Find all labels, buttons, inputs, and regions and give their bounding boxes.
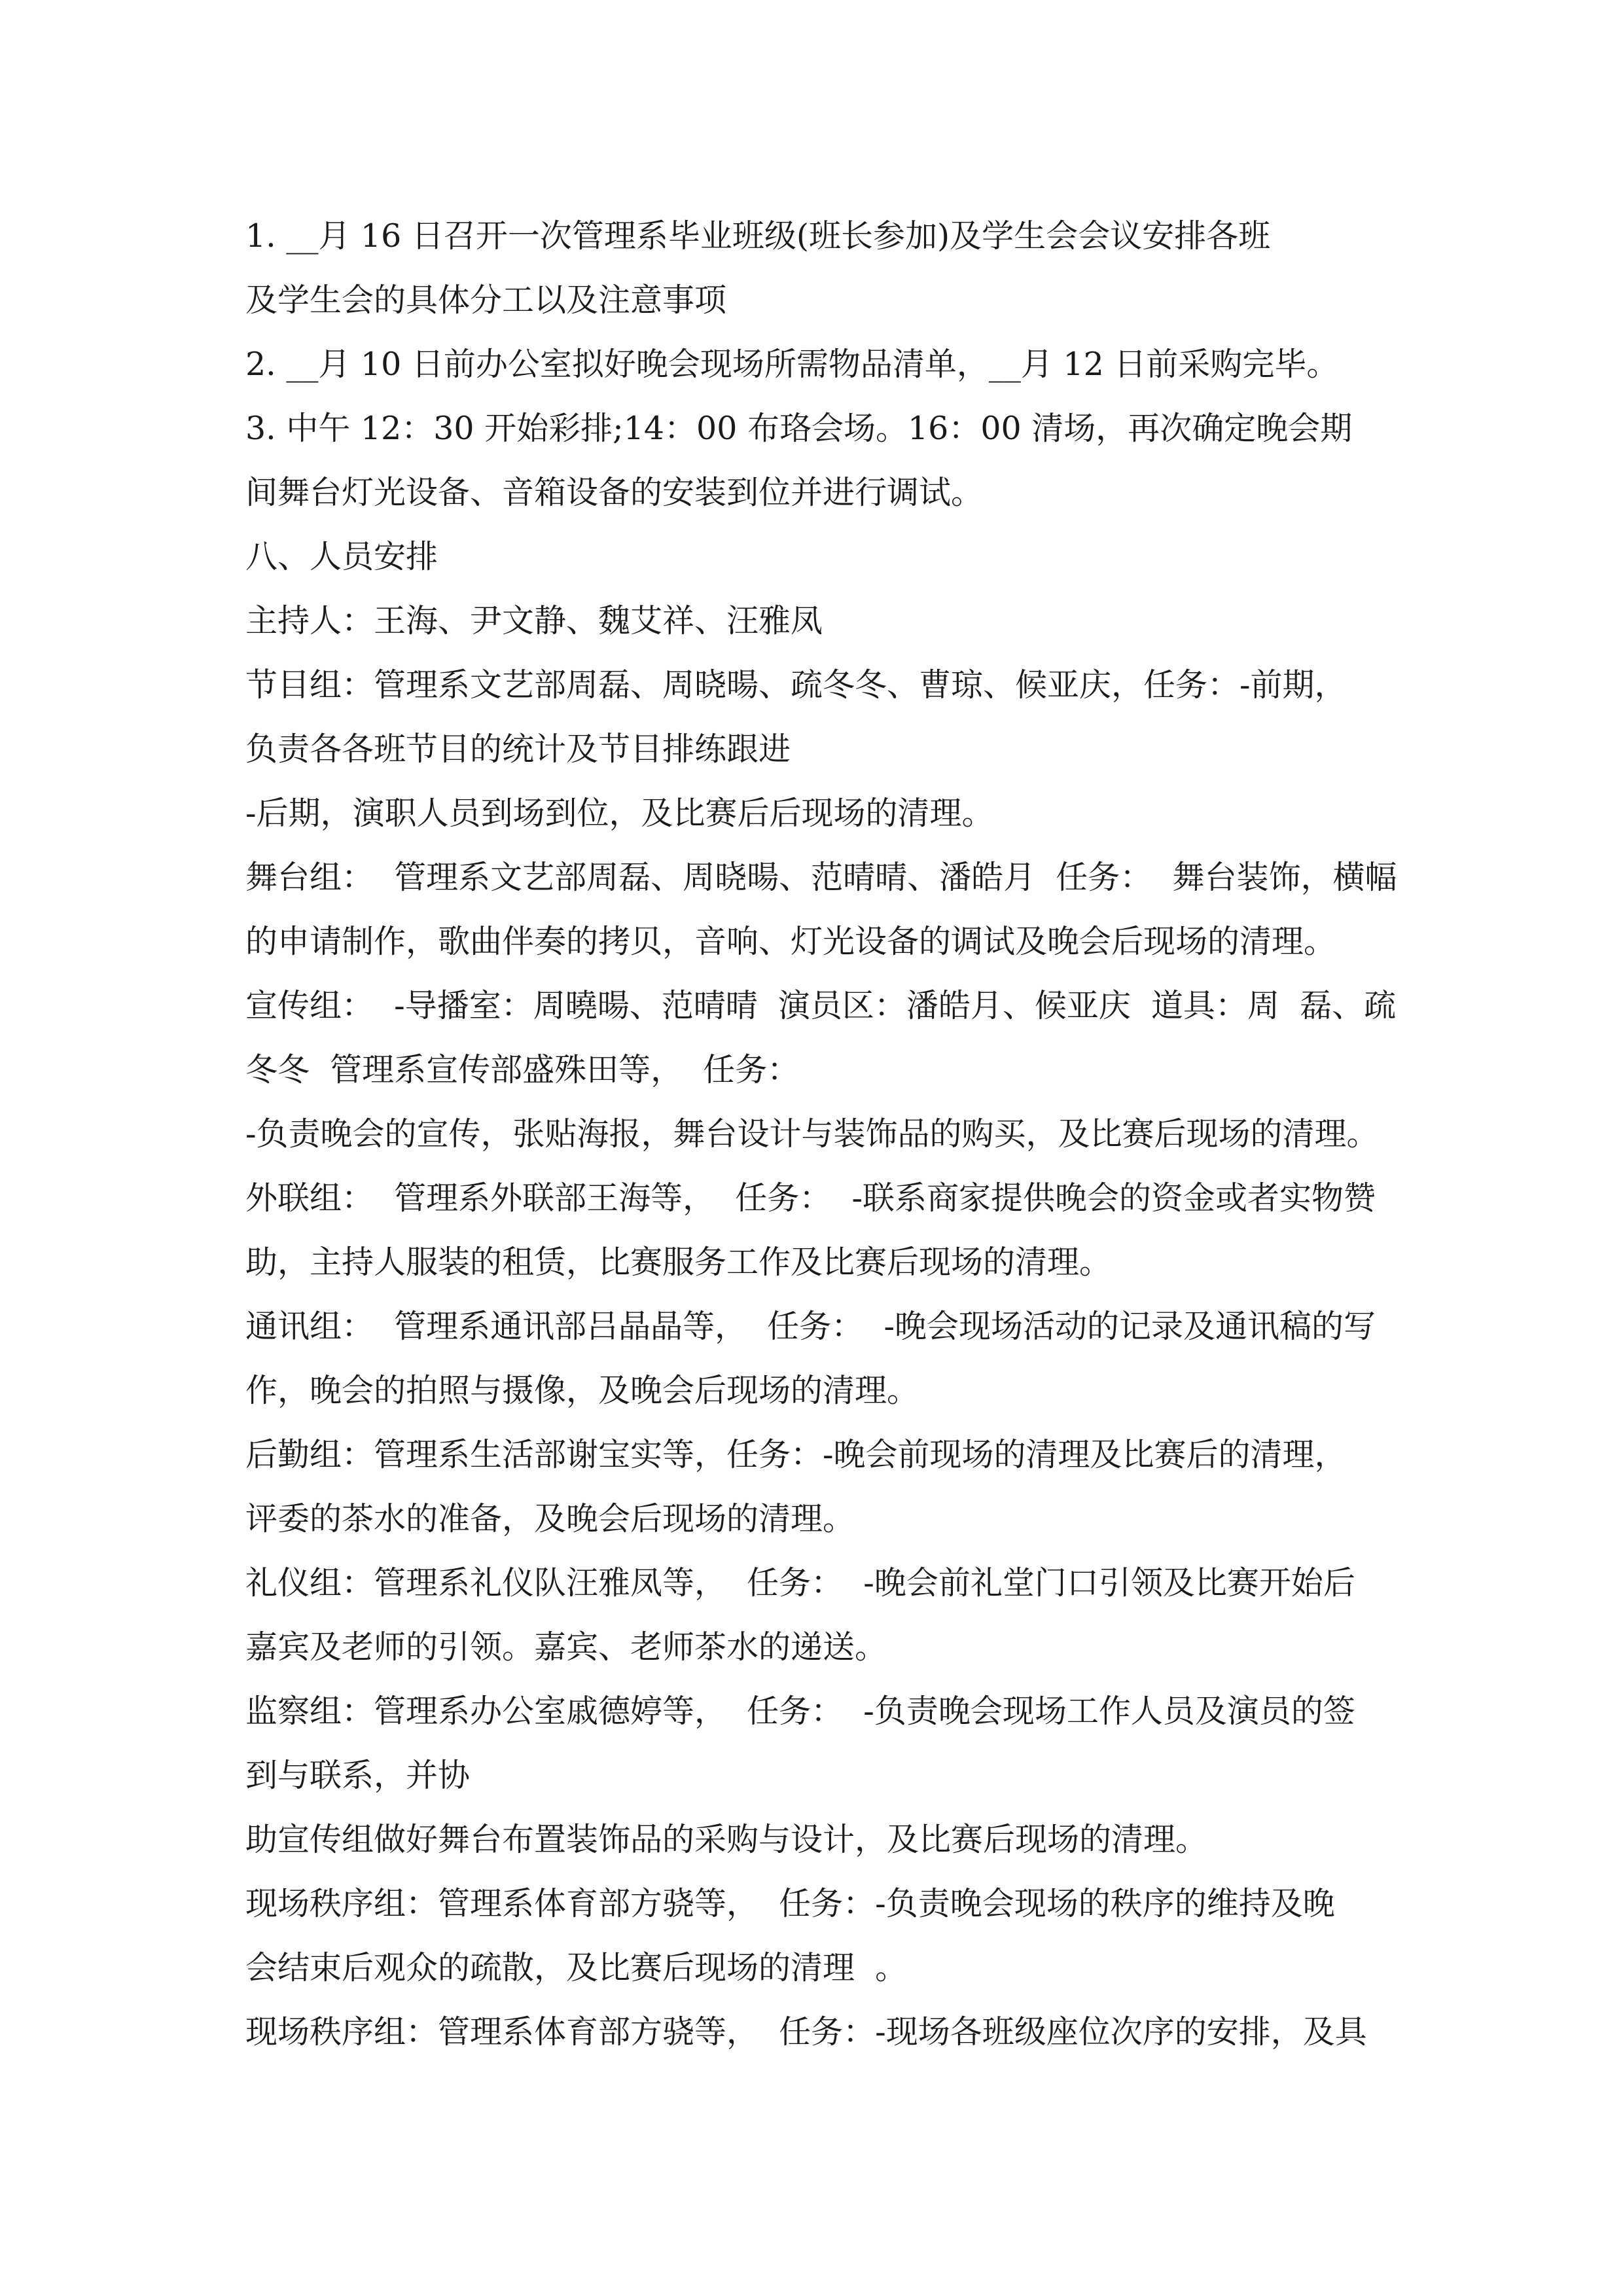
text-line: -后期，演职人员到场到位，及比赛后后现场的清理。 (245, 795, 994, 832)
text-line: 后勤组：管理系生活部谢宝实等，任务：-晚会前现场的清理及比赛后的清理， (245, 1436, 1347, 1473)
text-line: 2. __月 10 日前办公室拟好晚会现场所需物品清单，__月 12 日前采购完毕。 (245, 346, 1339, 383)
text-line: 3. 中午 12：30 开始彩排;14：00 布珞会场。16：00 清场，再次确定晚会期 (245, 410, 1353, 447)
text-line: 节目组：管理系文艺部周磊、周晓暘、疏冬冬、曹琼、候亚庆，任务：-前期， (245, 666, 1347, 704)
section-heading: 八、人员安排 (245, 538, 438, 575)
text-line: 现场秩序组：管理系体育部方骁等， 任务：-负责晚会现场的秩序的维持及晚 (245, 1885, 1335, 1922)
text-line: 间舞台灯光设备、音箱设备的安装到位并进行调试。 (245, 474, 984, 511)
text-line: 1. __月 16 日召开一次管理系毕业班级(班长参加)及学生会会议安排各班 (245, 217, 1271, 255)
text-line: 通讯组： 管理系通讯部吕晶晶等， 任务： -晚会现场活动的记录及通讯稿的写 (245, 1308, 1376, 1345)
text-line: 嘉宾及老师的引领。嘉宾、老师茶水的递送。 (245, 1628, 887, 1666)
text-line: 作，晚会的拍照与摄像，及晚会后现场的清理。 (245, 1372, 919, 1409)
text-line: 及学生会的具体分工以及注意事项 (245, 281, 727, 319)
text-line: 的申请制作，歌曲伴奏的拷贝，音响、灯光设备的调试及晚会后现场的清理。 (245, 923, 1336, 960)
text-line: 现场秩序组：管理系体育部方骁等， 任务：-现场各班级座位次序的安排，及具 (245, 2013, 1367, 2051)
text-line: -负责晚会的宣传，张贴海报，舞台设计与装饰品的购买，及比赛后现场的清理。 (245, 1115, 1379, 1153)
text-line: 外联组： 管理系外联部王海等， 任务： -联系商家提供晚会的资金或者实物赞 (245, 1179, 1376, 1217)
text-line: 礼仪组：管理系礼仪队汪雅凤等， 任务： -晚会前礼堂门口引领及比赛开始后 (245, 1564, 1355, 1602)
text-line: 到与联系，并协 (245, 1757, 471, 1794)
text-line: 助，主持人服装的租赁，比赛服务工作及比赛后现场的清理。 (245, 1244, 1112, 1281)
text-line: 宣传组： -导播室：周曉暘、范晴晴 演员区：潘皓月、候亚庆 道具：周 磊、疏 (245, 987, 1397, 1024)
document-body (245, 204, 1397, 2064)
text-line: 会结束后观众的疏散，及比赛后现场的清理 。 (245, 1949, 908, 1986)
text-line: 评委的茶水的准备，及晚会后现场的清理。 (245, 1500, 855, 1537)
text-line: 助宣传组做好舞台布置装饰品的采购与设计，及比赛后现场的清理。 (245, 1821, 1208, 1858)
text-line: 监察组：管理系办公室戚德婷等， 任务： -负责晚会现场工作人员及演员的签 (245, 1693, 1355, 1730)
text-line: 冬冬 管理系宣传部盛殊田等， 任务： (245, 1051, 800, 1088)
text-line: 主持人：王海、尹文静、魏艾祥、汪雅凤 (245, 602, 823, 639)
text-line: 舞台组： 管理系文艺部周磊、周晓暘、范晴晴、潘皓月 任务： 舞台装饰，横幅 (245, 859, 1397, 896)
text-line: 负责各各班节目的统计及节目排练跟进 (245, 730, 791, 768)
